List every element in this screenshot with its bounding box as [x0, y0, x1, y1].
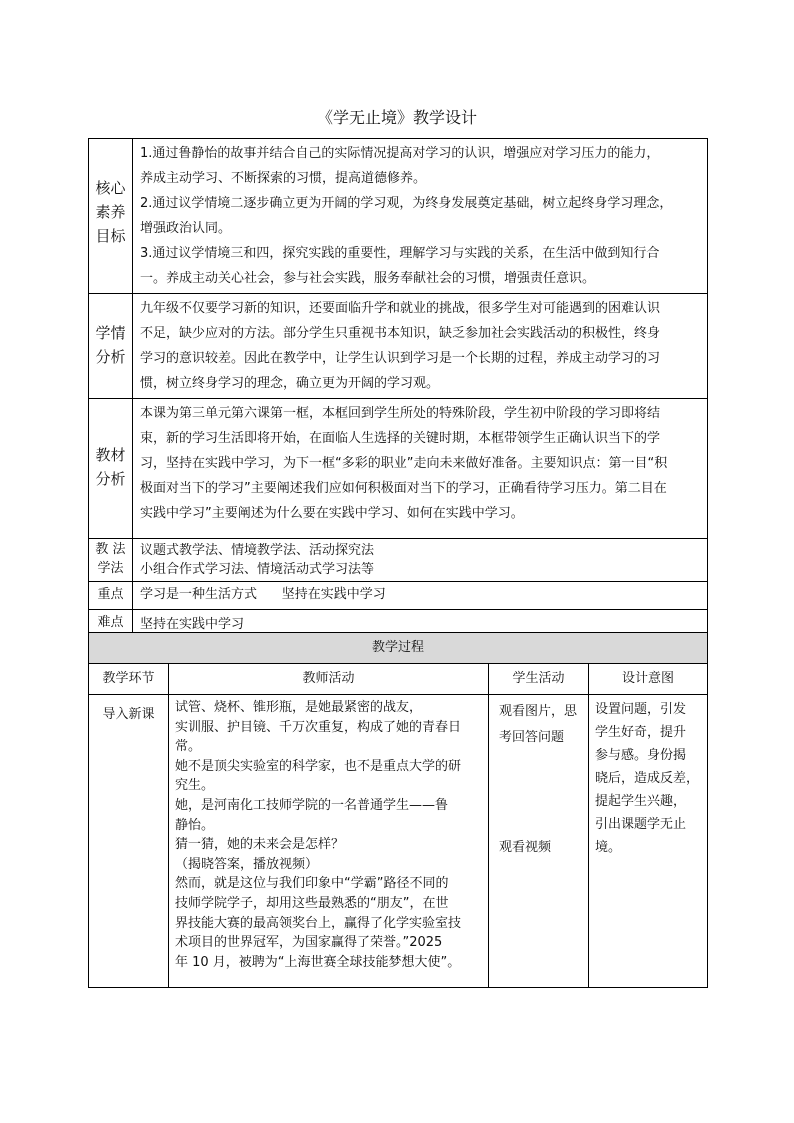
difficult-point-label: 难点 — [89, 610, 133, 641]
text-line: 观看图片，思 — [499, 704, 578, 719]
label-line: 分析 — [95, 470, 126, 488]
text-line: 静怡。 — [175, 817, 215, 833]
text-line: 3.通过议学情境三和四，探究实践的重要性，理解学习与实践的关系，在生活中做到知行合 — [140, 246, 660, 261]
label-line: 学情 — [95, 324, 126, 342]
text-line: 技师学院学子，却用这些最熟悉的“朋友”，在世 — [175, 895, 449, 911]
text-line: 学生好奇，提升 — [595, 725, 687, 740]
text-line: 实训服、护目镜、千万次重复，构成了她的青春日 — [175, 719, 462, 735]
core-goals-content — [133, 139, 708, 294]
textbook-analysis-label — [89, 399, 133, 539]
teaching-process-table — [88, 632, 708, 988]
column-header-stage: 教学环节 — [89, 664, 169, 695]
text-line: 极面对当下的学习”主要阐述我们应如何积极面对当下的学习，正确看待学习压力。第二目在 — [140, 481, 667, 496]
text-line: 设置问题，引发 — [595, 702, 687, 717]
text-line: 实践中学习”主要阐述为什么要在实践中学习、如何在实践中学习。 — [140, 506, 524, 521]
textbook-analysis-content — [133, 399, 708, 539]
label-line: 素养 — [95, 203, 126, 221]
text-line: 本课为第三单元第六课第一框，本框回到学生所处的特殊阶段，学生初中阶段的学习即将结 — [140, 406, 661, 421]
label-line: 核心 — [95, 179, 126, 197]
methods-label — [89, 539, 133, 582]
text-line: 术项目的世界冠军，为国家赢得了荣誉。”2025 — [175, 935, 443, 951]
key-point-label: 重点 — [89, 582, 133, 610]
text-line: 1.通过鲁静怡的故事并结合自己的实际情况提高对学习的认识，增强应对学习压力的能力， — [140, 146, 660, 161]
student-analysis-label — [89, 294, 133, 399]
difficult-point-content: 坚持在实践中学习 — [133, 610, 708, 641]
student-analysis-content — [133, 294, 708, 399]
column-header-intent: 设计意图 — [589, 664, 708, 695]
text-line: 究生。 — [175, 778, 215, 794]
text-line: 然而，就是这位与我们印象中“学霸”路径不同的 — [175, 876, 449, 892]
stage-cell: 导入新课 — [89, 695, 169, 988]
process-header: 教学过程 — [89, 633, 708, 664]
text-line: 参与感。身份揭 — [595, 748, 687, 763]
text-line: 束，新的学习生活即将开始，在面临人生选择的关键时期，本框带领学生正确认识当下的学 — [140, 431, 661, 446]
text-line: 养成主动学习、不断探索的习惯，提高道德修养。 — [140, 171, 427, 186]
text-line: 惯，树立终身学习的理念，确立更为开阔的学习观。 — [140, 376, 440, 391]
text-line: 境。 — [595, 840, 622, 855]
text-line: 不足，缺少应对的方法。部分学生只重视书本知识，缺乏参加社会实践活动的积极性，终身 — [140, 326, 661, 341]
text-line: 九年级不仅要学习新的知识，还要面临升学和就业的挑战，很多学生对可能遇到的困难认识 — [140, 301, 661, 316]
text-line: 猜一猜，她的未来会是怎样？ — [175, 837, 345, 853]
label-line: 教 法 — [95, 542, 126, 557]
label-line: 教材 — [95, 446, 126, 464]
text-line: 引出课题学无止 — [595, 817, 687, 832]
methods-content — [133, 539, 708, 582]
column-header-teacher: 教师活动 — [169, 664, 489, 695]
text-line: 习，坚持在实践中学习，为下一框“多彩的职业”走向未来做好准备。主要知识点：第一目“积 — [140, 456, 668, 471]
text-line: 小组合作式学习法、情境活动式学习法等 — [140, 562, 375, 577]
text-line: 年 10 月，被聘为“上海世赛全球技能梦想大使”。 — [175, 954, 461, 970]
label-line: 分析 — [95, 348, 126, 366]
text-line: 她不是顶尖实验室的科学家，也不是重点大学的研 — [175, 758, 462, 774]
core-goals-label — [89, 139, 133, 294]
text-line: 提起学生兴趣， — [595, 794, 687, 809]
text-line: 2.通过议学情境二逐步确立更为开阔的学习观，为终身发展奠定基础，树立起终身学习理念， — [140, 196, 673, 211]
text-line: 考回答问题 — [499, 730, 565, 745]
text-line: 试管、烧杯、锥形瓶，是她最紧密的战友， — [175, 700, 423, 715]
teacher-activity-cell — [169, 695, 489, 988]
text-line: 议题式教学法、情境教学法、活动探究法 — [140, 543, 375, 558]
text-line: 她，是河南化工技师学院的一名普通学生——鲁 — [175, 797, 449, 813]
label-line: 目标 — [95, 227, 126, 245]
text-line: 观看视频 — [499, 840, 552, 855]
label-line: 学法 — [97, 561, 124, 576]
text-line: （揭晓答案，播放视频） — [175, 856, 319, 872]
text-line: 一。养成主动关心社会，参与社会实践，服务奉献社会的习惯，增强责任意识。 — [140, 271, 596, 286]
text-line: 界技能大赛的最高领奖台上，赢得了化学实验室技 — [175, 915, 462, 931]
key-point-content: 学习是一种生活方式 坚持在实践中学习 — [133, 582, 708, 610]
column-header-student: 学生活动 — [489, 664, 589, 695]
text-line: 增强政治认同。 — [140, 221, 232, 236]
text-line: 晓后，造成反差， — [595, 771, 700, 786]
lesson-info-table — [88, 138, 708, 641]
design-intent-cell — [589, 695, 708, 988]
text-line: 常。 — [175, 739, 202, 755]
student-activity-cell — [489, 695, 589, 988]
page-title: 《学无止境》教学设计 — [316, 108, 477, 127]
text-line: 学习的意识较差。因此在教学中，让学生认识到学习是一个长期的过程，养成主动学习的习 — [140, 351, 661, 366]
